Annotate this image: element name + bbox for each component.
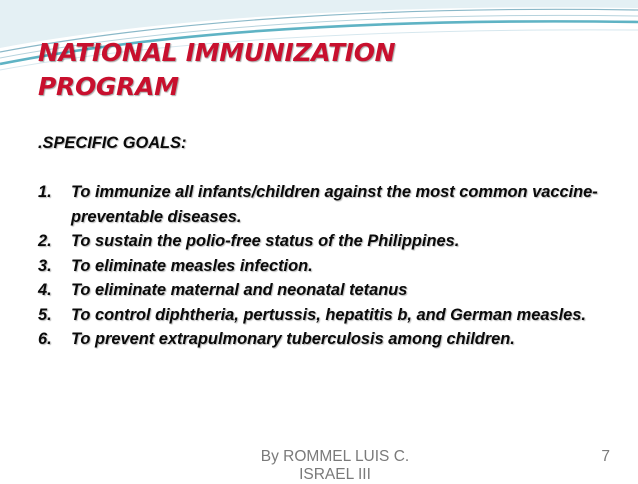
goal-item: [38, 254, 601, 279]
goal-item: [38, 303, 601, 328]
goal-text: To prevent extrapulmonary tuberculosis among children.: [71, 330, 515, 348]
goal-number: 6.: [38, 330, 52, 348]
goal-item: [38, 327, 601, 352]
slide-title-line-1: NATIONAL IMMUNIZATION: [38, 38, 396, 67]
goal-text: To control diphtheria, pertussis, hepatitis b, and German measles.: [71, 305, 586, 324]
goal-number: 3.: [38, 256, 52, 275]
goal-item: [38, 229, 601, 254]
goal-text: To eliminate maternal and neonatal tetanus: [71, 281, 408, 299]
goal-item: [38, 180, 601, 229]
goal-text: To eliminate measles infection.: [71, 256, 313, 275]
goal-text: To immunize all infants/children against the most common vaccine-preventable diseases.: [71, 183, 598, 226]
goal-number: 5.: [38, 305, 52, 324]
slide-number: 7: [601, 448, 610, 465]
goal-number: 1.: [38, 183, 52, 201]
subheading: .SPECIFIC GOALS:: [38, 134, 187, 152]
goal-text: To sustain the polio-free status of the Philippines.: [71, 232, 460, 250]
slide-title-line-2: PROGRAM: [38, 72, 179, 101]
goal-item: [38, 278, 601, 303]
goal-number: 2.: [38, 232, 52, 250]
footer-author: By ROMMEL LUIS C. ISRAEL III: [260, 448, 410, 483]
slide-body: [38, 131, 601, 352]
slide-title: [38, 36, 395, 104]
goal-number: 4.: [38, 281, 52, 299]
